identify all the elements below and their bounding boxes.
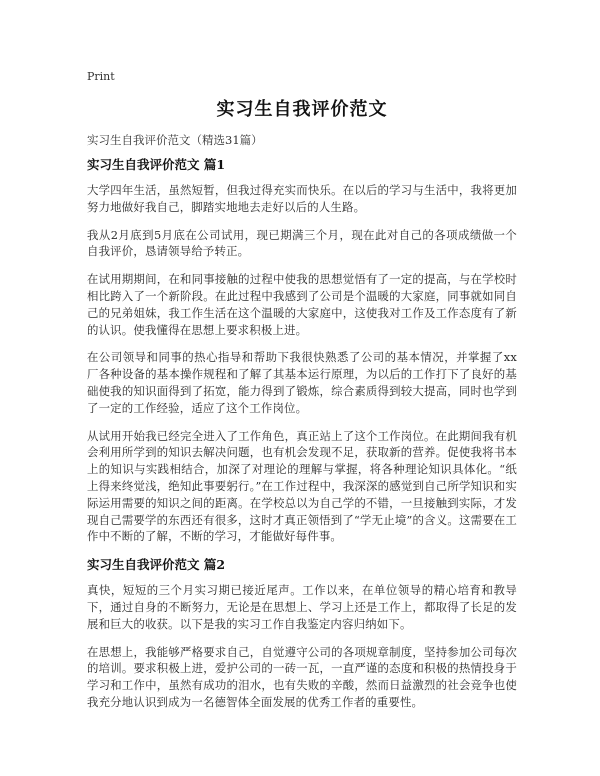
page-title: 实习生自我评价范文 bbox=[216, 99, 388, 120]
print-link[interactable]: Print bbox=[87, 70, 115, 83]
paragraph: 真快，短短的三个月实习期已接近尾声。工作以来，在单位领导的精心培育和教导下，通过自身的不断努力，无论是在思想上、学习上还是工作上，都取得了长足的发展和巨大的收获。以下是我的实习工作自我鉴定内容归纳如下。 bbox=[87, 583, 517, 631]
paragraph: 大学四年生活，虽然短暂，但我过得充实而快乐。在以后的学习与生活中，我将更加努力地做好我自己，脚踏实地地去走好以后的人生路。 bbox=[87, 183, 517, 214]
document-subtitle: 实习生自我评价范文（精选31篇） bbox=[87, 133, 263, 147]
section-heading: 实习生自我评价范文 篇1 bbox=[87, 157, 226, 172]
section-1 bbox=[87, 156, 517, 545]
paragraph: 在公司领导和同事的热心指导和帮助下我很快熟悉了公司的基本情况，并掌握了xx厂各种设备的基本操作规程和了解了其基本运行原理，为以后的工作打下了良好的基础使我的知识面得到了拓宽，能力得到了锻炼，综合素质得到较大提高，同时也学到了一定的工作经验，适应了这个工作岗位。 bbox=[87, 350, 517, 415]
section-2 bbox=[87, 556, 517, 711]
paragraph: 在试用期期间，在和同事接触的过程中使我的思想觉悟有了一定的提高，与在学校时相比跨入了一个新阶段。在此过程中我感到了公司是个温暖的大家庭，同事就如同自己的兄弟姐妹，我工作生活在这个温暖的大家庭中，这使我对工作及工作态度有了新的认识。使我懂得在思想上要求积极上进。 bbox=[87, 272, 517, 337]
document-content bbox=[87, 156, 517, 722]
paragraph: 我从2月底到5月底在公司试用，现已期满三个月，现在此对自己的各项成绩做一个自我评价，恳请领导给予转正。 bbox=[87, 227, 517, 259]
paragraph: 从试用开始我已经完全进入了工作角色，真正站上了这个工作岗位。在此期间我有机会利用所学到的知识去解决问题，也有机会发现不足，获取新的营养。促使我将书本上的知识与实践相结合，加深了对理论的理解与掌握，将各种理论知识具体化。“纸上得来终觉浅，绝知此事要躬行。”在工作过程中，我深深的感觉到自己所学知识和实际运用需要的知识之间的距离。在学校总以为自己学的不错，一旦接触到实际，才发现自己需要学的东西还有很多，这时才真正领悟到了“学无止境”的含义。这需要在工作中不断的了解，不断的学习，才能做好每件事。 bbox=[87, 428, 517, 544]
paragraph: 在思想上，我能够严格要求自己，自觉遵守公司的各项规章制度，坚持参加公司每次的培训。要求积极上进，爱护公司的一砖一瓦，一直严谨的态度和积极的热情投身于学习和工作中，虽然有成功的泪水，也有失败的辛酸，然而日益激烈的社会竞争也使我充分地认识到成为一名德智体全面发展的优秀工作者的重要性。 bbox=[87, 644, 517, 709]
section-heading: 实习生自我评价范文 篇2 bbox=[87, 557, 226, 573]
